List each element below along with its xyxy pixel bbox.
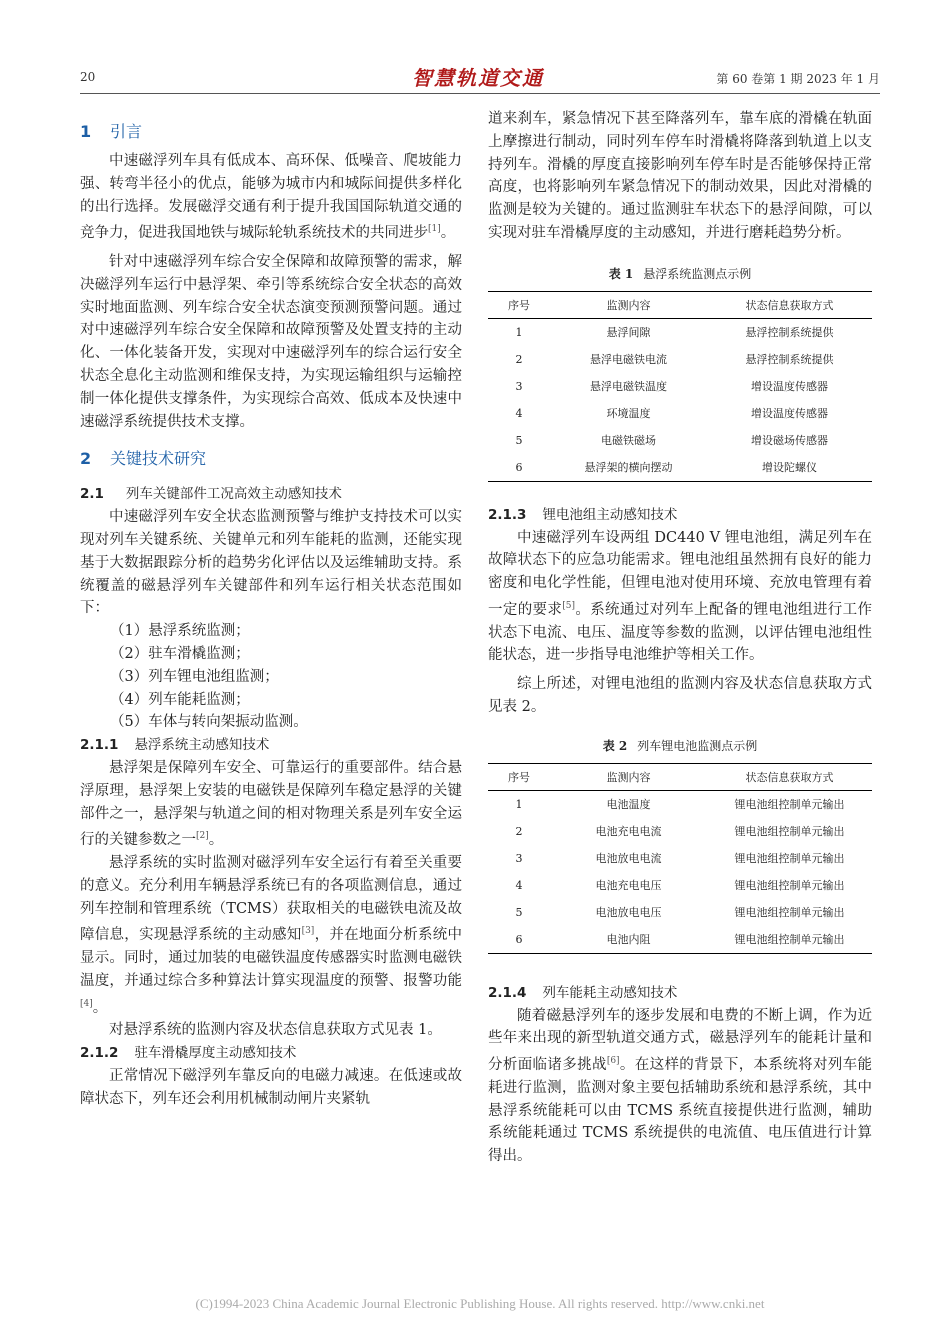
table-cell: 电池充电电压 <box>595 879 662 893</box>
table-cell: 悬浮控制系统提供 <box>745 353 834 367</box>
paragraph <box>80 757 462 852</box>
paragraph <box>80 852 462 1019</box>
table-cell: 电池内阻 <box>550 926 707 954</box>
table-cell: 锂电池组控制单元输出 <box>734 798 845 812</box>
table-row <box>488 790 872 818</box>
citation: [6] <box>606 1056 620 1067</box>
table-row <box>488 926 872 954</box>
table-cell: 悬浮架的横向摆动 <box>550 454 707 482</box>
table-2-caption <box>488 737 872 755</box>
monitoring-list <box>80 620 462 734</box>
section-number: 2 <box>80 449 92 469</box>
paragraph-text: 悬浮架是保障列车安全、可靠运行的重要部件。结合悬浮原理，悬浮架上安装的电磁铁是保障列车稳定悬浮的关键部件之一，悬浮架与轨道之间的相对物理关系是列车安全运行的关键参数之一 <box>80 759 462 849</box>
citation: [1] <box>428 224 441 235</box>
table-cell: 1 <box>515 797 523 811</box>
section-number: 1 <box>80 122 92 141</box>
table-cell: 电磁铁磁场 <box>601 434 656 448</box>
paragraph-text: 中速磁浮列车具有低成本、高环保、低噪音、爬坡能力强、转弯半径小的优点，能够为城市内和城际间提供多样化的出行选择。发展磁浮交通有利于提升我国国际轨道交通的竞争力，促进我国地铁与城际轮轨系统技术的共同进步 <box>80 153 462 242</box>
table-cell: 3 <box>515 379 523 393</box>
paragraph-text: 。系统通过对列车上配备的锂电池组进行工作状态下电流、电压、温度等参数的监测，以评估锂电池组性能状态，进一步指导电池维护等相关工作。 <box>488 601 872 664</box>
subsection-title: 列车能耗主动感知技术 <box>542 984 678 1001</box>
list-item: （5）车体与转向架振动监测。 <box>110 714 308 731</box>
table-cell: 电池放电电压 <box>595 906 662 920</box>
table-cell: 2 <box>515 352 523 366</box>
table-cell: 电池放电电流 <box>595 852 662 866</box>
table-title: 列车锂电池监测点示例 <box>637 738 758 753</box>
column-header: 状态信息获取方式 <box>707 291 872 318</box>
subsection-title: 锂电池组主动感知技术 <box>542 506 678 523</box>
left-column <box>80 108 462 1110</box>
table-cell: 4 <box>515 406 523 420</box>
table-cell: 锂电池组控制单元输出 <box>734 825 845 839</box>
table-cell: 增设磁场传感器 <box>751 434 828 448</box>
table-cell: 悬浮间隙 <box>606 326 651 340</box>
table-label: 表 2 <box>602 738 628 753</box>
column-header: 序号 <box>488 763 550 790</box>
table-cell: 锂电池组控制单元输出 <box>734 852 845 866</box>
table-cell: 环境温度 <box>606 407 651 421</box>
list-item: （2）驻车滑橇监测； <box>110 645 250 662</box>
table-2 <box>488 763 872 954</box>
subsection-2-1-heading <box>80 483 462 506</box>
paragraph: 对悬浮系统的监测内容及状态信息获取方式见表 1。 <box>109 1022 442 1039</box>
table-row <box>488 845 872 872</box>
paragraph-text: 悬浮系统的实时监测对磁浮列车安全运行有着至关重要的意义。充分利用车辆悬浮系统已有的各项监测信息，通过列车控制和管理系统（TCMS）获取相关的电磁铁电流及故障信息，实现悬浮系统的主动感知 <box>80 854 462 944</box>
section-1-heading <box>80 118 462 146</box>
table-1 <box>488 291 872 482</box>
citation: [4] <box>80 998 93 1009</box>
table-cell: 悬浮控制系统提供 <box>745 326 834 340</box>
subsection-number: 2.1 <box>80 486 104 503</box>
citation: [3] <box>301 926 315 937</box>
column-header: 状态信息获取方式 <box>707 763 872 790</box>
section-title: 引言 <box>110 122 143 141</box>
column-header: 序号 <box>488 291 550 318</box>
page-number: 20 <box>80 70 96 84</box>
table-cell: 3 <box>515 851 523 865</box>
paragraph-text: 。在这样的背景下，本系统将对列车能耗进行监测，监测对象主要包括辅助系统和悬浮系统，其中悬浮系统能耗可以由 TCMS 系统直接提供进行监测，辅助系统能耗通过 TCMS 系统提供的电流值、电压值进行计算得出。 <box>488 1057 873 1165</box>
paragraph <box>488 527 872 668</box>
paragraph: 针对中速磁浮列车综合安全保障和故障预警的需求，解决磁浮列车运行中悬浮架、牵引等系统综合安全状态的高效实时地面监测、列车综合安全状态演变预测预警问题。通过对中速磁浮列车综合安全保障和故障预警及处置支持的主动化、一体化装备开发，实现对中速磁浮列车的综合运行安全状态全息化主动监测和维保支持，为实现运输组织与运输控制一体化提供支撑条件，为实现综合高效、低成本及快速中速磁浮系统提供技术支撑。 <box>80 254 462 430</box>
paragraph: 综上所述，对锂电池组的监测内容及状态信息获取方式见表 2。 <box>488 676 872 715</box>
subsection-title: 悬浮系统主动感知技术 <box>134 737 270 754</box>
subsection-2-1-4-heading <box>488 982 872 1005</box>
table-row <box>488 818 872 845</box>
subsection-number: 2.1.1 <box>80 737 119 754</box>
table-cell: 悬浮电磁铁电流 <box>590 353 667 367</box>
paragraph: 中速磁浮列车安全状态监测预警与维护支持技术可以实现对列车关键系统、关键单元和列车能耗的监测，还能实现基于大数据跟踪分析的趋势劣化评估以及运维辅助支持。系统覆盖的磁悬浮列车关键部件和列车运行相关状态范围如下： <box>80 509 462 617</box>
header-rule <box>80 93 880 94</box>
table-title: 悬浮系统监测点示例 <box>643 266 752 281</box>
paragraph <box>80 150 462 245</box>
table-row <box>488 427 872 454</box>
right-column <box>488 108 872 1168</box>
subsection-2-1-1-heading <box>80 734 462 757</box>
table-row <box>488 454 872 482</box>
paragraph-end: 。 <box>92 999 108 1016</box>
table-cell: 悬浮电磁铁温度 <box>590 380 667 394</box>
table-cell: 锂电池组控制单元输出 <box>707 926 872 954</box>
table-row <box>488 872 872 899</box>
table-cell: 5 <box>515 433 523 447</box>
paragraph-text: ，并在地面分析系统中显示。同时，通过加装的电磁铁温度传感器实时监测电磁铁温度，并通过综合多种算法计算实现温度的预警、报警功能 <box>80 927 463 989</box>
table-header-row <box>488 763 872 790</box>
list-item: （1）悬浮系统监测； <box>110 623 250 640</box>
citation: [2] <box>196 831 209 842</box>
table-cell: 6 <box>488 926 550 954</box>
column-header: 监测内容 <box>550 763 707 790</box>
table-row <box>488 899 872 926</box>
subsection-number: 2.1.2 <box>80 1045 119 1061</box>
table-cell: 电池充电电流 <box>595 825 662 839</box>
paragraph-end: 。 <box>208 832 224 849</box>
table-cell: 6 <box>488 454 550 482</box>
paragraph-text: 中速磁浮列车设两组 DC440 V 锂电池组，满足列车在故障状态下的应急功能需求。锂电池组虽然拥有良好的能力密度和电化学性能，但锂电池对使用环境、充放电管理有着一定的要求 <box>488 529 872 618</box>
column-header: 监测内容 <box>550 291 707 318</box>
subsection-number: 2.1.4 <box>488 984 527 1001</box>
table-header-row <box>488 291 872 318</box>
citation: [5] <box>562 600 575 611</box>
table-cell: 电池温度 <box>606 798 651 812</box>
subsection-title: 驻车滑橇厚度主动感知技术 <box>134 1045 297 1061</box>
subsection-2-1-2-heading <box>80 1042 462 1065</box>
table-cell: 增设温度传感器 <box>751 380 828 394</box>
table-row <box>488 400 872 427</box>
table-cell: 1 <box>515 325 523 339</box>
table-cell: 锂电池组控制单元输出 <box>734 906 845 920</box>
subsection-2-1-3-heading <box>488 504 872 527</box>
paragraph: 道来刹车，紧急情况下甚至降落列车，靠车底的滑橇在轨面上摩擦进行制动，同时列车停车时滑橇将降落到轨道上以支持列车。滑橇的厚度直接影响列车停车时是否能够保持正常高度，也将影响列车紧急情况下的制动效果，因此对滑橇的监测是较为关键的。通过监测驻车状态下的悬浮间隙，可以实现对驻车滑橇厚度的主动感知，并进行磨耗趋势分析。 <box>488 111 872 241</box>
table-label: 表 1 <box>608 266 634 281</box>
table-cell: 2 <box>515 824 523 838</box>
table-cell: 4 <box>515 878 523 892</box>
table-cell: 锂电池组控制单元输出 <box>734 879 845 893</box>
paragraph-text: 随着磁悬浮列车的逐步发展和电费的不断上调，作为近些年来出现的新型轨道交通方式，磁悬浮列车的能耗计量和分析面临诸多挑战 <box>488 1007 872 1073</box>
table-cell: 增设陀螺仪 <box>707 454 872 482</box>
paragraph <box>488 1005 872 1168</box>
issue-info: 第 60 卷第 1 期 2023 年 1 月 <box>716 72 880 86</box>
page-header <box>80 62 880 90</box>
section-2-heading <box>80 445 462 473</box>
subsection-number: 2.1.3 <box>488 506 527 523</box>
list-item: （3）列车锂电池组监测； <box>110 668 279 685</box>
subsection-title: 列车关键部件工况高效主动感知技术 <box>125 486 342 503</box>
paragraph: 正常情况下磁浮列车靠反向的电磁力减速。在低速或故障状态下，列车还会利用机械制动闸片夹紧轨 <box>80 1067 462 1107</box>
table-cell: 5 <box>515 905 523 919</box>
table-row <box>488 346 872 373</box>
table-row <box>488 373 872 400</box>
copyright-footer: (C)1994-2023 China Academic Journal Electronic Publishing House. All rights reserved. http://www.cnki.net <box>195 1296 765 1311</box>
table-1-caption <box>488 265 872 283</box>
paragraph-end: 。 <box>440 225 456 242</box>
table-row <box>488 318 872 346</box>
table-cell: 增设温度传感器 <box>751 407 828 421</box>
journal-logo: 智慧轨道交通 <box>412 66 544 90</box>
section-title: 关键技术研究 <box>110 449 207 469</box>
list-item: （4）列车能耗监测； <box>110 691 250 708</box>
